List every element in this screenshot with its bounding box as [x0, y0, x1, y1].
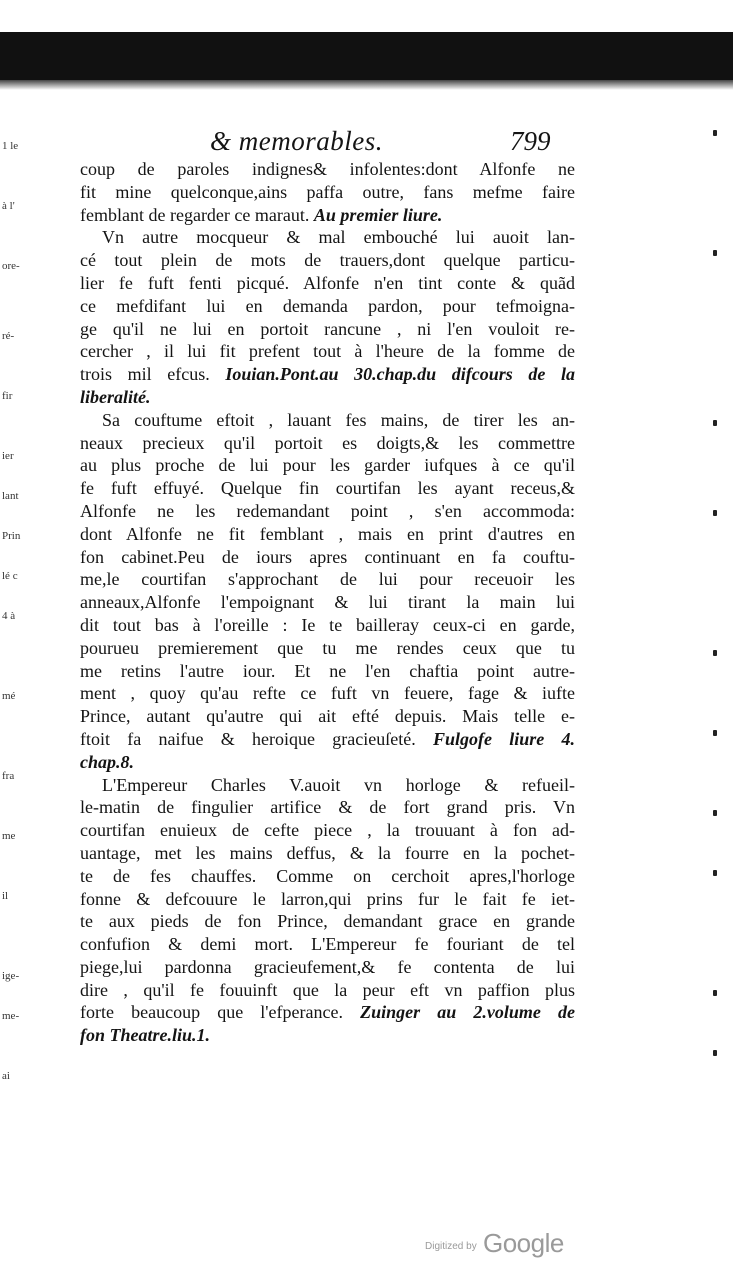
text-line	[80, 454, 575, 477]
text-line	[80, 477, 575, 500]
scan-speck	[713, 730, 717, 736]
left-margin-bleed	[0, 130, 58, 1130]
scan-speck	[713, 420, 717, 426]
citation: chap.8.	[80, 751, 134, 772]
margin-fragment: lant	[2, 490, 19, 502]
line-text: Sa couftume eftoit , lauant fes mains, de tirer les an-	[102, 409, 575, 430]
line-text: ftoit fa naifue & heroique gracieuſeté.	[80, 728, 416, 749]
text-line	[80, 249, 575, 272]
margin-fragment: ige-	[2, 970, 20, 982]
line-text: ce mefdifant lui en demanda pardon, pour tefmoigna-	[80, 295, 575, 316]
paragraph	[80, 409, 575, 774]
text-line	[80, 363, 575, 386]
line-text: fe fuft effuyé. Quelque fin courtifan les ayant receus,&	[80, 478, 575, 499]
text-line	[80, 523, 575, 546]
text-line	[80, 796, 575, 819]
paragraph	[80, 158, 575, 226]
text-line	[80, 386, 575, 409]
text-line	[80, 660, 575, 683]
text-line	[80, 819, 575, 842]
line-text: dont Alfonfe ne fit femblant , mais en print d'autres en	[80, 523, 575, 544]
running-head: & memorables.	[210, 126, 383, 156]
margin-fragment: ai	[2, 1070, 10, 1082]
line-text: confufion & demi mort. L'Empereur fe fouriant de tel	[80, 934, 575, 955]
text-line	[80, 682, 575, 705]
text-line	[80, 1024, 575, 1047]
paragraph	[80, 226, 575, 408]
margin-fragment: fir	[2, 390, 13, 402]
line-text: ment , quoy qu'au refte ce fuft vn feuere, fage & iufte	[80, 683, 575, 704]
scan-speck	[713, 990, 717, 996]
margin-fragment: me-	[2, 1010, 20, 1022]
line-text: L'Empereur Charles V.auoit vn horloge & refueil-	[102, 774, 575, 795]
line-text: te aux pieds de fon Prince, demandant grace en grande	[80, 911, 575, 932]
text-line	[80, 295, 575, 318]
line-text: ge qu'il ne lui en portoit rancune , ni l'en vouloit re-	[80, 318, 575, 339]
text-line	[80, 751, 575, 774]
citation: Iouian.Pont.au 30.chap.du difcours de la	[225, 364, 576, 385]
line-text: coup de paroles indignes& infolentes:dont Alfonfe ne	[80, 159, 575, 179]
text-line	[80, 888, 575, 911]
line-text: courtifan enuieux de cefte piece , la trouuant à fon ad-	[80, 820, 575, 841]
citation: Zuinger au 2.volume de	[360, 1002, 575, 1023]
margin-fragment: Prin	[2, 530, 21, 542]
text-line	[80, 774, 575, 797]
text-line	[80, 956, 575, 979]
text-line	[80, 705, 575, 728]
text-line	[80, 181, 575, 204]
line-text: anneaux,Alfonfe l'empoignant & lui tirant la main lui	[80, 592, 575, 613]
line-text: cé tout plein de mots de trauers,dont quelque particu-	[80, 250, 575, 271]
text-line	[80, 204, 575, 227]
google-wordmark: Google	[483, 1228, 564, 1258]
line-text: Alfonfe ne les redemandant point , s'en accommoda:	[80, 500, 575, 521]
text-line	[80, 272, 575, 295]
text-line	[80, 568, 575, 591]
text-line	[80, 432, 575, 455]
line-text: femblant de regarder ce maraut.	[80, 204, 310, 225]
text-line	[80, 933, 575, 956]
margin-fragment: lé c	[2, 570, 18, 582]
text-line	[80, 1001, 575, 1024]
margin-fragment: ier	[2, 450, 14, 462]
text-line	[80, 591, 575, 614]
line-text: cercher , il lui fit prefent tout à l'heure de la fomme de	[80, 341, 575, 362]
scan-speck	[713, 870, 717, 876]
page-header	[210, 122, 590, 162]
line-text: forte beaucoup que l'efperance.	[80, 1002, 343, 1023]
line-text: Vn autre mocqueur & mal embouché lui auoit lan-	[102, 227, 575, 248]
line-text: me,le courtifan s'approchant de lui pour receuoir les	[80, 569, 575, 590]
margin-fragment: mé	[2, 690, 16, 702]
text-line	[80, 500, 575, 523]
text-line	[80, 728, 575, 751]
text-line	[80, 546, 575, 569]
text-line	[80, 158, 575, 181]
line-text: lier fe fuft fenti picqué. Alfonfe n'en tint conte & quãd	[80, 272, 575, 293]
citation: fon Theatre.liu.1.	[80, 1025, 211, 1046]
citation: Fulgofe liure 4.	[432, 728, 576, 749]
line-text: Prince, autant qu'autre qui ait efté depuis. Mais telle e-	[80, 706, 575, 727]
text-line	[80, 340, 575, 363]
line-text: fit mine quelconque,ains paffa outre, fans mefme faire	[80, 181, 575, 202]
text-line	[80, 910, 575, 933]
line-text: trois mil efcus.	[80, 364, 210, 385]
scan-speck	[713, 250, 717, 256]
margin-fragment: me	[2, 830, 16, 842]
line-text: uantage, met les mains deffus, & la fourre en la pochet-	[80, 842, 575, 863]
margin-fragment: il	[2, 890, 9, 902]
margin-fragment: ore-	[2, 260, 20, 272]
margin-fragment: 4 à	[2, 610, 16, 622]
scan-speck	[713, 810, 717, 816]
line-text: le-matin de fingulier artifice & de fort grand pris. Vn	[80, 797, 575, 818]
paragraph	[80, 774, 575, 1048]
line-text: dit tout bas à l'oreille : Ie te bailleray ceux-ci en garde,	[80, 614, 575, 635]
scan-speck	[713, 130, 717, 136]
line-text: dire , qu'il fe fouuinft que la peur eft vn paffion plus	[80, 979, 575, 1000]
text-line	[80, 979, 575, 1002]
line-text: pourueu premierement que tu me rendes ceux que tu	[80, 637, 575, 658]
text-line	[80, 409, 575, 432]
line-text: fonne & defcouure le larron,qui prins fur le fait fe iet-	[80, 888, 575, 909]
text-line	[80, 318, 575, 341]
line-text: au plus proche de lui pour les garder iufques à ce qu'il	[80, 455, 575, 476]
line-text: me retins l'autre iour. Et ne l'en chaftia point autre-	[80, 660, 575, 681]
scan-top-shadow-fade	[0, 80, 733, 90]
right-edge-specks	[713, 90, 729, 1130]
scan-speck	[713, 650, 717, 656]
scan-speck	[713, 510, 717, 516]
margin-fragment: ré-	[2, 330, 15, 342]
line-text: te de fes chauffes. Comme on cerchoit apres,l'horloge	[80, 865, 575, 886]
text-line	[80, 842, 575, 865]
line-text: neaux precieux qu'il portoit es doigts,& les commettre	[80, 432, 575, 453]
scan-speck	[713, 1050, 717, 1056]
line-text: piege,lui pardonna gracieufement,& fe contenta de lui	[80, 956, 575, 977]
margin-fragment: à l'	[2, 200, 15, 212]
line-text: fon cabinet.Peu de iours apres continuant en fa couftu-	[80, 546, 575, 567]
citation: Au premier liure.	[313, 204, 443, 225]
text-line	[80, 614, 575, 637]
scan-top-shadow	[0, 32, 733, 82]
text-line	[80, 865, 575, 888]
digitization-watermark	[425, 1228, 585, 1258]
citation: liberalité.	[80, 386, 151, 407]
body-text	[80, 158, 575, 1047]
text-line	[80, 226, 575, 249]
digitized-by-label: Digitized by	[425, 1241, 477, 1252]
text-line	[80, 637, 575, 660]
margin-fragment: fra	[2, 770, 15, 782]
page-number: 799	[510, 126, 551, 156]
margin-fragment: 1 le	[2, 140, 19, 152]
